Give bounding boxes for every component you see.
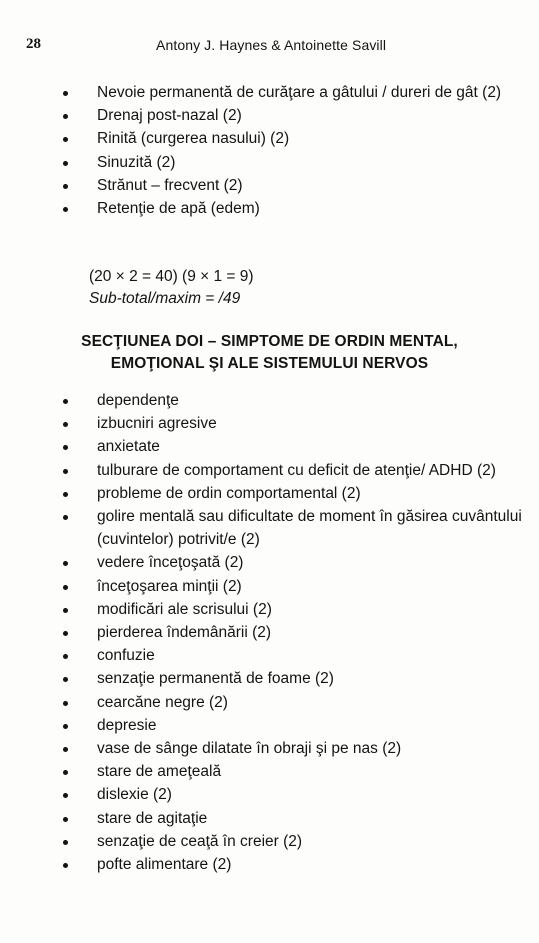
page-header: [26, 36, 499, 56]
list-item: vase de sânge dilatate în obraji şi pe nas (2): [0, 737, 539, 760]
list-item: senzaţie permanentă de foame (2): [0, 667, 539, 690]
list-item: Strănut – frecvent (2): [0, 174, 539, 197]
list-item: pofte alimentare (2): [0, 853, 539, 876]
list-item: stare de agitaţie: [0, 807, 539, 830]
section-two-symptom-list: [0, 389, 539, 876]
score-calculation: [89, 266, 254, 310]
list-item: depresie: [0, 714, 539, 737]
page-number: 28: [26, 36, 41, 52]
list-item: golire mentală sau dificultate de moment în găsirea cuvântului (cuvintelor) potrivit/e (2): [0, 505, 539, 551]
list-item: stare de ameţeală: [0, 760, 539, 783]
section-one-symptom-list: [0, 81, 539, 220]
list-item: anxietate: [0, 435, 539, 458]
list-item: înceţoşarea minţii (2): [0, 575, 539, 598]
list-item: confuzie: [0, 644, 539, 667]
list-item: Drenaj post-nazal (2): [0, 104, 539, 127]
list-item: dislexie (2): [0, 783, 539, 806]
list-item: Rinită (curgerea nasului) (2): [0, 127, 539, 150]
list-item: probleme de ordin comportamental (2): [0, 482, 539, 505]
list-item: izbucniri agresive: [0, 412, 539, 435]
list-item: tulburare de comportament cu deficit de atenţie/ ADHD (2): [0, 459, 539, 482]
subtotal-line: Sub-total/maxim = /49: [89, 290, 241, 307]
list-item: dependenţe: [0, 389, 539, 412]
list-item: pierderea îndemânării (2): [0, 621, 539, 644]
list-item: Nevoie permanentă de curăţare a gâtului / dureri de gât (2): [0, 81, 539, 104]
list-item: Sinuzită (2): [0, 151, 539, 174]
calculation-line: (20 × 2 = 40) (9 × 1 = 9): [89, 268, 254, 285]
running-head: Antony J. Haynes & Antoinette Savill: [156, 37, 387, 53]
list-item: Retenţie de apă (edem): [0, 197, 539, 220]
section-title-line-1: SECŢIUNEA DOI – SIMPTOME DE ORDIN MENTAL,: [81, 333, 458, 350]
list-item: modificări ale scrisului (2): [0, 598, 539, 621]
list-item: cearcăne negre (2): [0, 691, 539, 714]
section-two-heading: [30, 331, 509, 375]
list-item: senzaţie de ceaţă în creier (2): [0, 830, 539, 853]
section-title-line-2: EMOŢIONAL ŞI ALE SISTEMULUI NERVOS: [110, 355, 429, 372]
list-item: vedere înceţoşată (2): [0, 551, 539, 574]
